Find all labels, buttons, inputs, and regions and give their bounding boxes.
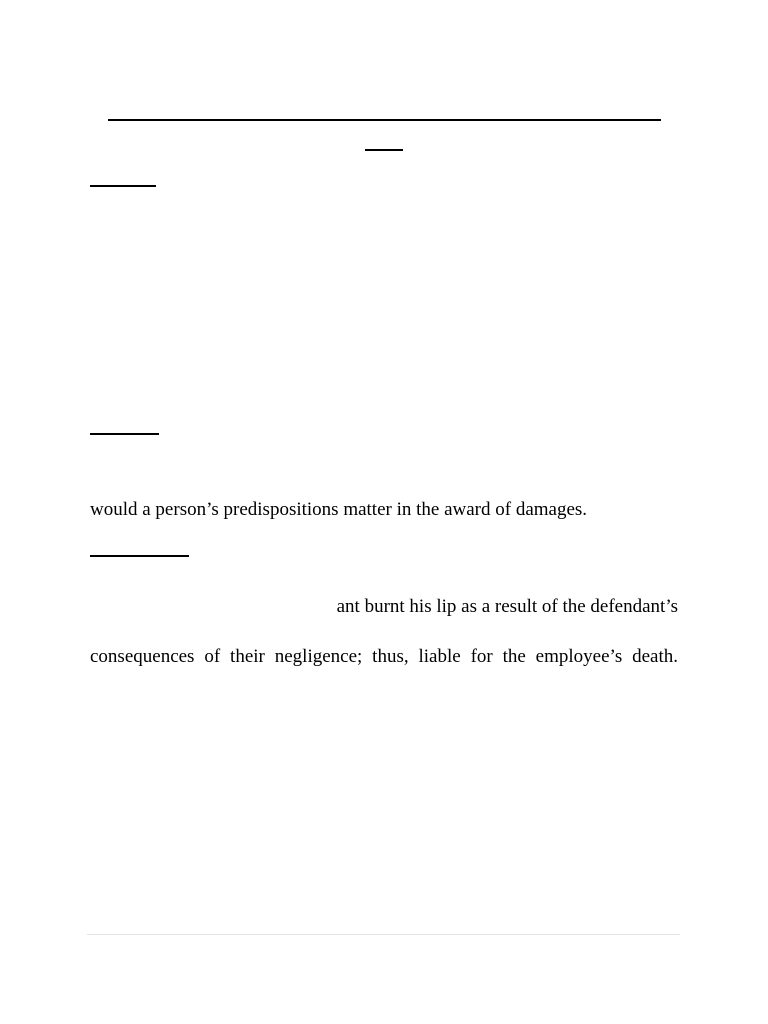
- subtitle-underline: [365, 149, 403, 151]
- page-footer-divider: [87, 934, 680, 935]
- title-underline: [108, 119, 661, 121]
- paragraph-line: would a person’s predispositions matter in the award of damages.: [90, 499, 588, 520]
- section-heading-underline: [90, 555, 189, 557]
- paragraph-line: ant burnt his lip as a result of the defendant’s: [336, 596, 678, 617]
- section-heading-underline: [90, 185, 156, 187]
- paragraph-line: consequences of their negligence; thus, liable for the employee’s death.: [90, 646, 678, 667]
- section-heading-underline: [90, 433, 159, 435]
